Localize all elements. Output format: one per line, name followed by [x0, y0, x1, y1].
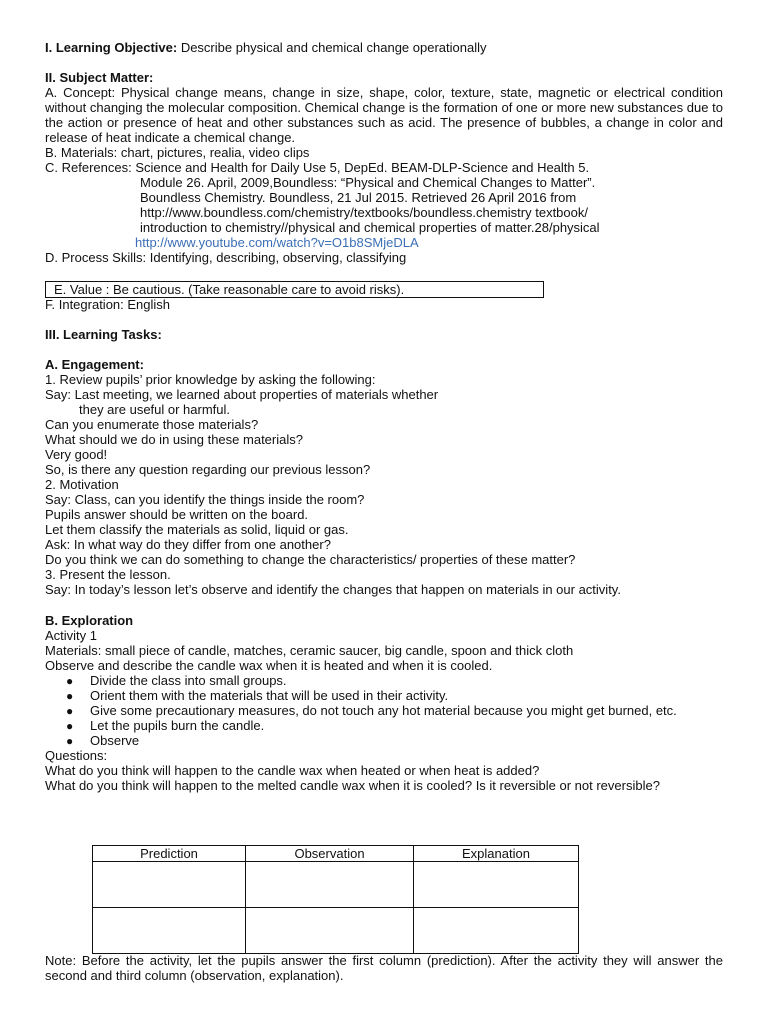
- engagement-section: [45, 357, 723, 597]
- references-line-4: http://www.boundless.com/chemistry/textbooks/boundless.chemistry textbook/: [140, 205, 588, 220]
- references-line-5: introduction to chemistry//physical and chemical properties of matter.28/physical: [140, 220, 600, 235]
- column-header-prediction: Prediction: [93, 846, 246, 862]
- objective-text: Describe physical and chemical change operationally: [177, 40, 487, 55]
- engagement-line: 1. Review pupils’ prior knowledge by asking the following:: [45, 372, 376, 387]
- table-cell[interactable]: [93, 908, 246, 954]
- bullet-icon: ●: [66, 689, 74, 703]
- engagement-line: Say: Class, can you identify the things inside the room?: [45, 492, 365, 507]
- engagement-heading: A. Engagement:: [45, 357, 144, 372]
- engagement-line: Do you think we can do something to change the characteristics/ properties of these matter?: [45, 552, 576, 567]
- integration-block: [45, 297, 723, 312]
- list-item: ● Divide the class into small groups.: [66, 673, 287, 688]
- activity-label: Activity 1: [45, 628, 98, 643]
- learning-objective: [45, 40, 723, 55]
- table-cell[interactable]: [246, 908, 414, 954]
- learning-tasks-heading: III. Learning Tasks:: [45, 327, 162, 342]
- references-line-2: Module 26. April, 2009,Boundless: “Physical and Chemical Changes to Matter”.: [140, 175, 596, 190]
- table-cell[interactable]: [93, 862, 246, 908]
- activity-steps-list: [45, 673, 723, 748]
- concept-paragraph: A. Concept: Physical change means, change in size, shape, color, texture, state, magnetic or electrical condition without changing the molecular composition. Chemical change is the formation of one or more new substances due to the action or presence of heat and other substances such as acid. The presence of bubbles, a change in color and release of heat indicate a chemical change.: [45, 85, 723, 145]
- activity-task: Observe and describe the candle wax when it is heated and when it is cooled.: [45, 658, 493, 673]
- list-item: ● Let the pupils burn the candle.: [66, 718, 265, 733]
- table-cell[interactable]: [246, 862, 414, 908]
- subject-matter-heading: II. Subject Matter:: [45, 70, 154, 85]
- prediction-table: [92, 845, 579, 954]
- questions-label: Questions:: [45, 748, 108, 763]
- list-item: ● Observe: [66, 733, 140, 748]
- table-row: [93, 908, 579, 954]
- engagement-line: 3. Present the lesson.: [45, 567, 171, 582]
- note-paragraph: Note: Before the activity, let the pupils answer the first column (prediction). After the activity they will answer the second and third column (observation, explanation).: [45, 953, 723, 983]
- value-box: [45, 281, 544, 298]
- activity-materials: Materials: small piece of candle, matches, ceramic saucer, big candle, spoon and thick cloth: [45, 643, 574, 658]
- engagement-line: Say: Last meeting, we learned about properties of materials whether: [45, 387, 439, 402]
- subject-matter-section: [45, 70, 723, 265]
- engagement-line: So, is there any question regarding our previous lesson?: [45, 462, 371, 477]
- bullet-icon: ●: [66, 719, 74, 733]
- exploration-section: [45, 613, 723, 793]
- references-line-1: C. References: Science and Health for Daily Use 5, DepEd. BEAM-DLP-Science and Health 5.: [45, 160, 590, 175]
- learning-tasks-heading-block: [45, 327, 723, 342]
- column-header-explanation: Explanation: [414, 846, 579, 862]
- table-header-row: [93, 846, 579, 862]
- bullet-icon: ●: [66, 704, 74, 718]
- engagement-line: they are useful or harmful.: [79, 402, 231, 417]
- objective-label: I. Learning Objective:: [45, 40, 178, 55]
- engagement-line: Very good!: [45, 447, 108, 462]
- value-text: E. Value : Be cautious. (Take reasonable care to avoid risks).: [54, 282, 405, 297]
- list-item: ● Give some precautionary measures, do not touch any hot material because you might get burned, etc.: [66, 703, 677, 718]
- engagement-line: Say: In today’s lesson let’s observe and identify the changes that happen on materials in our activity.: [45, 582, 621, 597]
- question-2: What do you think will happen to the melted candle wax when it is cooled? Is it reversible or not reversible?: [45, 778, 660, 793]
- process-skills-line: D. Process Skills: Identifying, describing, observing, classifying: [45, 250, 407, 265]
- engagement-line: What should we do in using these materials?: [45, 432, 303, 447]
- bullet-icon: ●: [66, 674, 74, 688]
- table-cell[interactable]: [414, 862, 579, 908]
- column-header-observation: Observation: [246, 846, 414, 862]
- table-row: [93, 862, 579, 908]
- engagement-line: Can you enumerate those materials?: [45, 417, 259, 432]
- list-item: ● Orient them with the materials that will be used in their activity.: [66, 688, 449, 703]
- integration-line: F. Integration: English: [45, 297, 171, 312]
- bullet-icon: ●: [66, 734, 74, 748]
- engagement-line: Pupils answer should be written on the board.: [45, 507, 309, 522]
- engagement-line: Ask: In what way do they differ from one another?: [45, 537, 331, 552]
- exploration-heading: B. Exploration: [45, 613, 134, 628]
- engagement-line: 2. Motivation: [45, 477, 119, 492]
- materials-line: B. Materials: chart, pictures, realia, video clips: [45, 145, 310, 160]
- question-1: What do you think will happen to the candle wax when heated or when heat is added?: [45, 763, 540, 778]
- engagement-line: Let them classify the materials as solid, liquid or gas.: [45, 522, 349, 537]
- note-block: [45, 953, 723, 983]
- table-cell[interactable]: [414, 908, 579, 954]
- references-line-3: Boundless Chemistry. Boundless, 21 Jul 2015. Retrieved 26 April 2016 from: [140, 190, 577, 205]
- youtube-link[interactable]: http://www.youtube.com/watch?v=O1b8SMjeDLA: [135, 235, 419, 250]
